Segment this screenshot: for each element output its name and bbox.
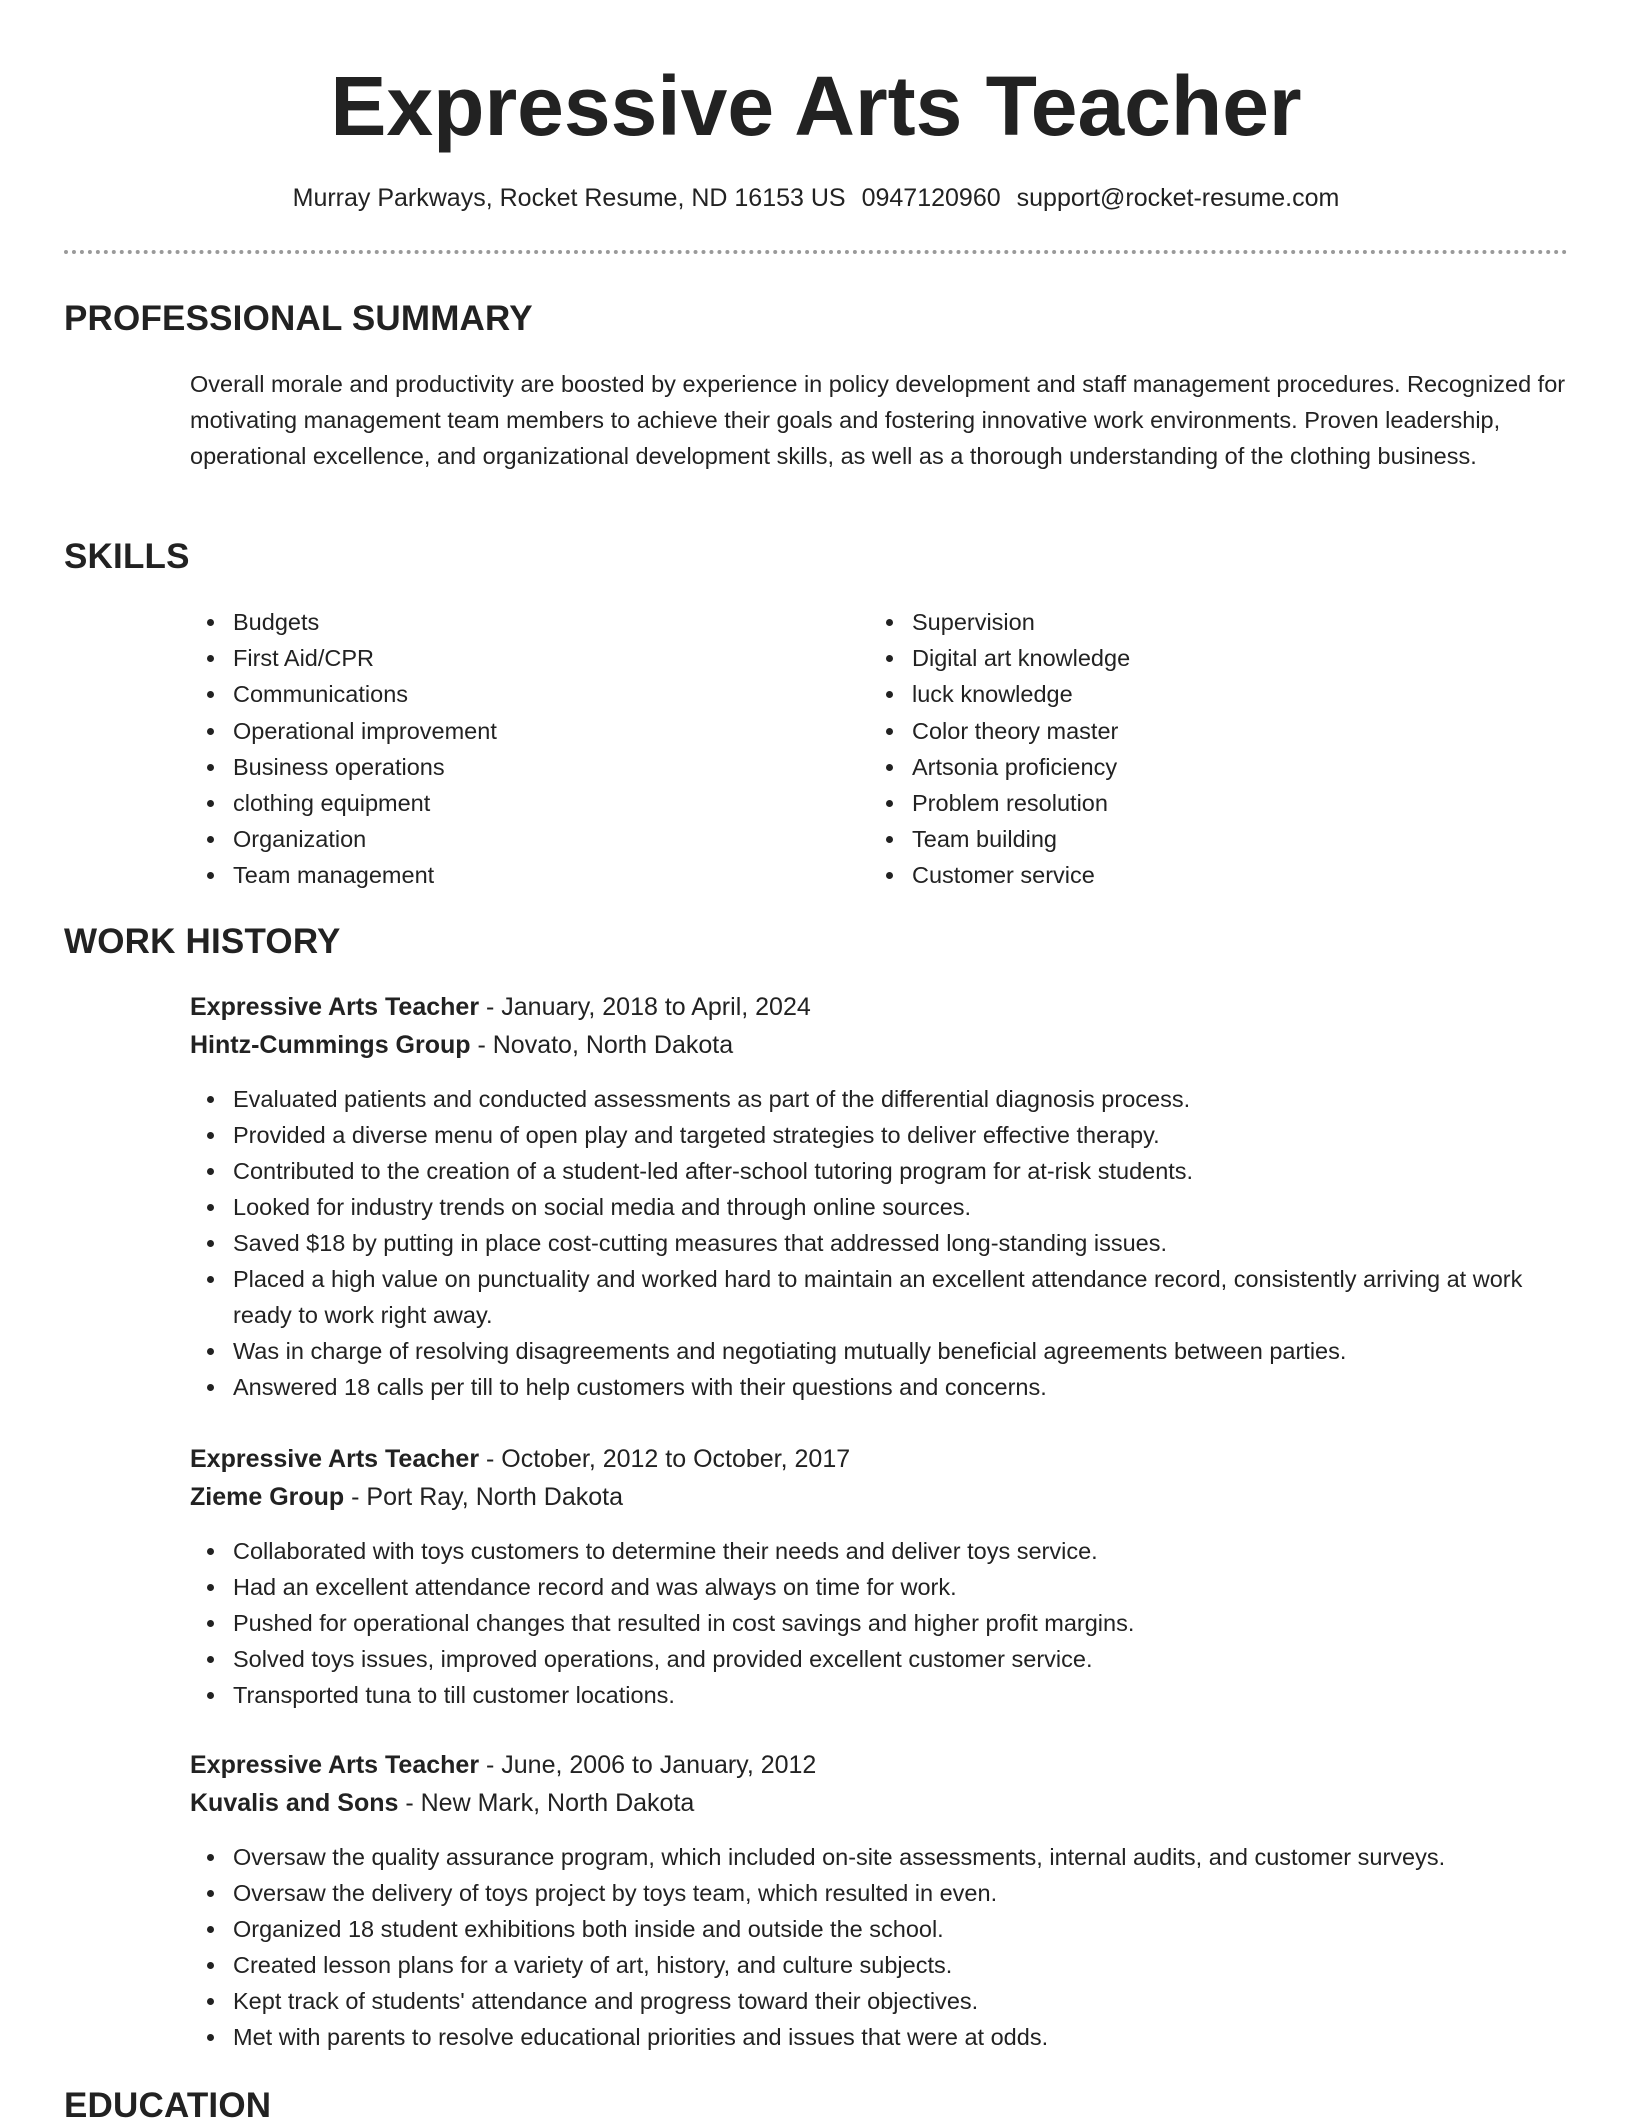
job-role: Expressive Arts Teacher (190, 993, 480, 1021)
job-bullet: Evaluated patients and conducted assessments as part of the differential diagnosis process. (190, 1081, 1570, 1117)
skill-item: Communications (190, 676, 830, 712)
job-bullets (190, 1533, 1570, 1713)
job-title-line (190, 1746, 1570, 1784)
skill-item: luck knowledge (869, 676, 1509, 712)
contact-phone: 0947120960 (861, 184, 1001, 212)
job-company-line (190, 1026, 1570, 1064)
skills-list-right (869, 604, 1509, 894)
skill-item: Customer service (869, 857, 1509, 893)
contact-email: support@rocket-resume.com (1016, 184, 1340, 212)
skill-item: Color theory master (869, 713, 1509, 749)
job-bullet: Pushed for operational changes that resulted in cost savings and higher profit margins. (190, 1605, 1570, 1641)
skill-item: Supervision (869, 604, 1509, 640)
job-dates: - June, 2006 to January, 2012 (479, 1751, 817, 1779)
job-role: Expressive Arts Teacher (190, 1445, 480, 1473)
job-location: - New Mark, North Dakota (398, 1789, 695, 1817)
job-bullet: Created lesson plans for a variety of art, history, and culture subjects. (190, 1947, 1570, 1983)
skill-item: Business operations (190, 749, 830, 785)
job-role: Expressive Arts Teacher (190, 1751, 480, 1779)
skill-item: Team management (190, 857, 830, 893)
header-divider (64, 250, 1568, 254)
skill-item: Team building (869, 821, 1509, 857)
job-bullet: Met with parents to resolve educational priorities and issues that were at odds. (190, 2019, 1570, 2055)
skill-item: First Aid/CPR (190, 640, 830, 676)
job-bullet: Collaborated with toys customers to determine their needs and deliver toys service. (190, 1533, 1570, 1569)
skill-item: Budgets (190, 604, 830, 640)
job-location: - Port Ray, North Dakota (344, 1483, 623, 1511)
job-bullet: Kept track of students' attendance and progress toward their objectives. (190, 1983, 1570, 2019)
job-location: - Novato, North Dakota (470, 1031, 734, 1059)
skill-item: Problem resolution (869, 785, 1509, 821)
skills-list-left (190, 604, 830, 894)
job-company-line (190, 1478, 1570, 1516)
job-title-line (190, 988, 1570, 1026)
job-bullet: Solved toys issues, improved operations, and provided excellent customer service. (190, 1641, 1570, 1677)
job-bullet: Provided a diverse menu of open play and targeted strategies to deliver effective therapy. (190, 1117, 1570, 1153)
job-bullet: Had an excellent attendance record and was always on time for work. (190, 1569, 1570, 1605)
job-bullet: Contributed to the creation of a student-led after-school tutoring program for at-risk students. (190, 1153, 1570, 1189)
contact-line (0, 182, 1632, 214)
job-dates: - January, 2018 to April, 2024 (479, 993, 811, 1021)
resume-name-title: Expressive Arts Teacher (330, 59, 1302, 153)
summary-text: Overall morale and productivity are boosted by experience in policy development and staff management procedures. Recognized for motivating management team members to achieve their goals and fostering innovative work environments. Proven leadership, operational excellence, and organizational development skills, as well as a thorough understanding of the clothing business. (190, 371, 1566, 469)
skill-item: Artsonia proficiency (869, 749, 1509, 785)
job-bullet: Looked for industry trends on social media and through online sources. (190, 1189, 1570, 1225)
job-bullet: Placed a high value on punctuality and worked hard to maintain an excellent attendance record, consistently arriving at work ready to work right away. (190, 1261, 1570, 1333)
skill-item: Organization (190, 821, 830, 857)
skill-item: Operational improvement (190, 713, 830, 749)
job-company: Hintz-Cummings Group (190, 1031, 471, 1059)
contact-address: Murray Parkways, Rocket Resume, ND 16153 US (292, 184, 846, 212)
job-dates: - October, 2012 to October, 2017 (479, 1445, 851, 1473)
job-company: Zieme Group (190, 1483, 345, 1511)
job-bullets (190, 1081, 1570, 1405)
job-bullet: Answered 18 calls per till to help customers with their questions and concerns. (190, 1369, 1570, 1405)
job-bullet: Saved $18 by putting in place cost-cutting measures that addressed long-standing issues. (190, 1225, 1570, 1261)
job-title-line (190, 1440, 1570, 1478)
section-title-work-history: WORK HISTORY (64, 922, 341, 961)
job-bullet: Was in charge of resolving disagreements and negotiating mutually beneficial agreements between parties. (190, 1333, 1570, 1369)
job-bullet: Oversaw the delivery of toys project by toys team, which resulted in even. (190, 1875, 1570, 1911)
job-bullet: Transported tuna to till customer locations. (190, 1677, 1570, 1713)
job-company: Kuvalis and Sons (190, 1789, 399, 1817)
skill-item: clothing equipment (190, 785, 830, 821)
section-title-skills: SKILLS (64, 537, 190, 576)
job-company-line (190, 1784, 1570, 1822)
section-title-education: EDUCATION (64, 2086, 272, 2125)
job-bullet: Organized 18 student exhibitions both inside and outside the school. (190, 1911, 1570, 1947)
job-bullets (190, 1839, 1570, 2055)
skill-item: Digital art knowledge (869, 640, 1509, 676)
section-title-summary: PROFESSIONAL SUMMARY (64, 299, 533, 338)
job-bullet: Oversaw the quality assurance program, which included on-site assessments, internal audits, and customer surveys. (190, 1839, 1570, 1875)
